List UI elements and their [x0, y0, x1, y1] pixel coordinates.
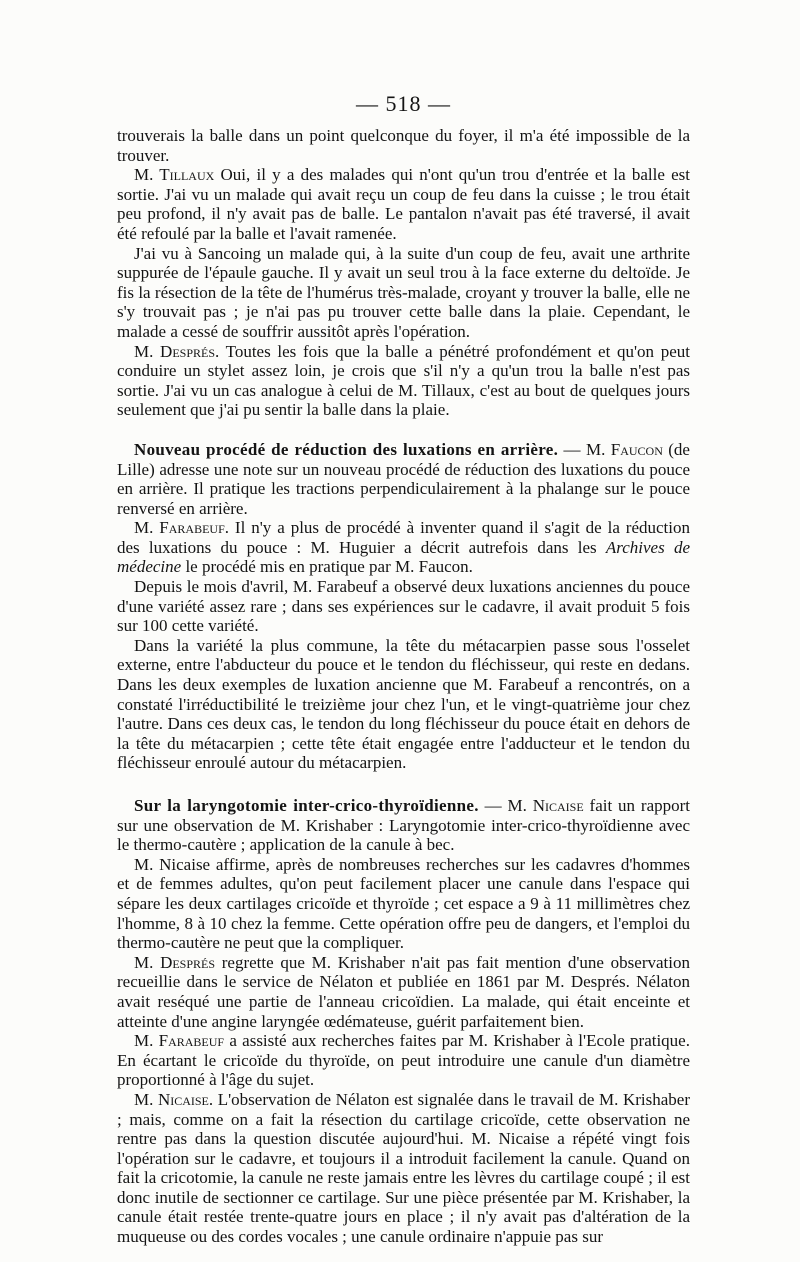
section-laryngotomie-paragraph-3-text: regrette que M. Krishaber n'ait pas fait mention d'une observation recueillie dans le service de Nélaton et publiée en 1861 par M. Després. Nélaton avait reséqué une partie de l'anneau cricoïdien. La malade, qui était enceinte et atteinte d'une angine laryngée œdémateuse, guérit parfaitement bien. [117, 952, 690, 1031]
page-number: — 518 — [356, 91, 451, 116]
section-luxations-paragraph-2-text-b: le procédé mis en pratique par M. Faucon. [181, 557, 473, 577]
section-laryngotomie-paragraph-3 [117, 953, 690, 1031]
speaker-tillaux: M. Tillaux [134, 165, 215, 185]
section-laryngotomie-paragraph-4-text: a assisté aux recherches faites par M. Krishaber à l'Ecole pratique. En écartant le cricoïde du thyroïde, on peut introduire une canule d'un diamètre proportionné à l'âge du sujet. [117, 1031, 690, 1090]
section-luxations-paragraph-4: Dans la variété la plus commune, la tête du métacarpien passe sous l'osselet externe, entre l'abducteur du pouce et le tendon du fléchisseur, qui reste en dedans. Dans les deux exemples de luxation ancienne que M. Farabeuf a rencontrés, on a constaté l'irréductibilité le treizième jour chez l'un, et le vingt-quatrième jour chez l'autre. Dans ces deux cas, le tendon du long fléchisseur du pouce était en dehors de la tête du métacarpien ; cette tête était engagée entre l'adducteur et le tendon du fléchisseur enroulé autour du métacarpien. [117, 635, 690, 773]
intro-paragraph-3: J'ai vu à Sancoing un malade qui, à la suite d'un coup de feu, avait une arthrite suppurée de l'épaule gauche. Il y avait un seul trou à la face externe du deltoïde. Je fis la résection de la tête de l'humérus très-malade, croyant y trouver la balle, elle ne s'y trouvait pas ; je n'ai pas pu trouver cette balle dans la plaie. Cependant, le malade a cessé de souffrir aussitôt après l'opération. [117, 243, 690, 341]
author-nicaise: Nicaise [532, 796, 584, 815]
section-luxations-title: Nouveau procédé de réduction des luxations en arrière. [134, 439, 559, 459]
intro-paragraph-2 [117, 165, 690, 243]
speaker-farabeuf: M. Farabeuf. [134, 518, 230, 538]
section-luxations-paragraph-3: Depuis le mois d'avril, M. Farabeuf a observé deux luxations anciennes du pouce d'une variété assez rare ; dans ses expériences sur le cadavre, il avait produit 5 fois sur 100 cette variété. [117, 577, 690, 636]
speaker-despres: M. Després. [134, 341, 220, 361]
section-luxations-dash: — M. [558, 439, 611, 459]
section-laryngotomie-paragraph-2: M. Nicaise affirme, après de nombreuses recherches sur les cadavres d'hommes et de femmes adultes, qu'on peut facilement placer une canule dans l'espace qui sépare les deux cartilages cricoïde et thyroïde ; cet espace a 9 à 11 millimètres chez l'homme, 8 à 10 chez la femme. Cette opération offre peu de dangers, et l'emploi du thermo-cautère ne peut que la compliquer. [117, 854, 690, 953]
section-laryngotomie-paragraph-1-text: fait un rapport sur une observation de M. Krishaber : Laryngotomie inter-crico-thyroïdienne avec le thermo-cautère ; application de la canule à bec. [117, 796, 690, 855]
intro-paragraph-4-text: Toutes les fois que la balle a pénétré profondément et qu'on peut conduire un stylet assez loin, je crois que s'il n'y a qu'un trou la balle n'est pas sortie. J'ai vu un cas analogue à celui de M. Tillaux, c'est au bout de quelques jours seulement que j'ai pu sentir la balle dans la plaie. [117, 341, 690, 420]
speaker-farabeuf-2: M. Farabeuf [134, 1031, 225, 1051]
intro-paragraph-2-text: Oui, il y a des malades qui n'ont qu'un trou d'entrée et la balle est sortie. J'ai vu un malade qui avait reçu un coup de feu dans la cuisse ; le trou était peu profond, il n'y avait pas de balle. Le pantalon n'avait pas été traversé, il avait été refoulé par la balle et l'avait ramenée. [117, 165, 690, 243]
section-luxations-paragraph-2 [117, 518, 690, 577]
section-luxations-paragraph-2-text-a: Il n'y a plus de procédé à inventer quand il s'agit de la réduction des luxations du pouce : M. Huguier a décrit autrefois dans les [117, 518, 690, 557]
journal-title: Archives de médecine [117, 537, 690, 577]
author-faucon: Faucon [610, 439, 663, 459]
section-luxations [117, 440, 690, 773]
section-luxations-paragraph-1 [117, 440, 690, 518]
section-luxations-paragraph-1-text: (de Lille) adresse une note sur un nouveau procédé de réduction des luxations du pouce en arrière. Il pratique les tractions perpendiculairement à la phalange sur le pouce renversé en arrière. [117, 439, 690, 518]
section-laryngotomie-paragraph-4 [117, 1031, 690, 1090]
section-laryngotomie [117, 796, 690, 1247]
intro-paragraph-4 [117, 342, 690, 420]
speaker-nicaise: M. Nicaise. [134, 1089, 214, 1109]
section-laryngotomie-paragraph-5-text: L'observation de Nélaton est signalée dans le travail de M. Krishaber ; mais, comme on a fait la résection du cartilage cricoïde, cette observation ne rentre pas dans la question discutée aujourd'hui. M. Nicaise a répété vingt fois l'opération sur le cadavre, et toujours il a introduit facilement la canule. Quand on fait la cricotomie, la canule ne reste jamais entre les lèvres du cartilage coupé ; il est donc inutile de sectionner ce cartilage. Sur une pièce présentée par M. Krishaber, la canule était restée trente-quatre jours en place ; il n'y avait pas d'altération de la muqueuse ou des cordes vocales ; une canule ordinaire n'appuie pas sur [117, 1089, 690, 1247]
section-laryngotomie-dash: — M. [478, 796, 533, 815]
section-laryngotomie-paragraph-5 [117, 1090, 690, 1247]
speaker-despres-2: M. Després [134, 952, 216, 972]
document-body [117, 126, 690, 1247]
section-laryngotomie-title: Sur la laryngotomie inter-crico-thyroïdienne. [134, 796, 479, 815]
section-laryngotomie-paragraph-1 [117, 796, 690, 855]
intro-paragraph-1: trouverais la balle dans un point quelconque du foyer, il m'a été impossible de la trouver. [117, 126, 690, 165]
